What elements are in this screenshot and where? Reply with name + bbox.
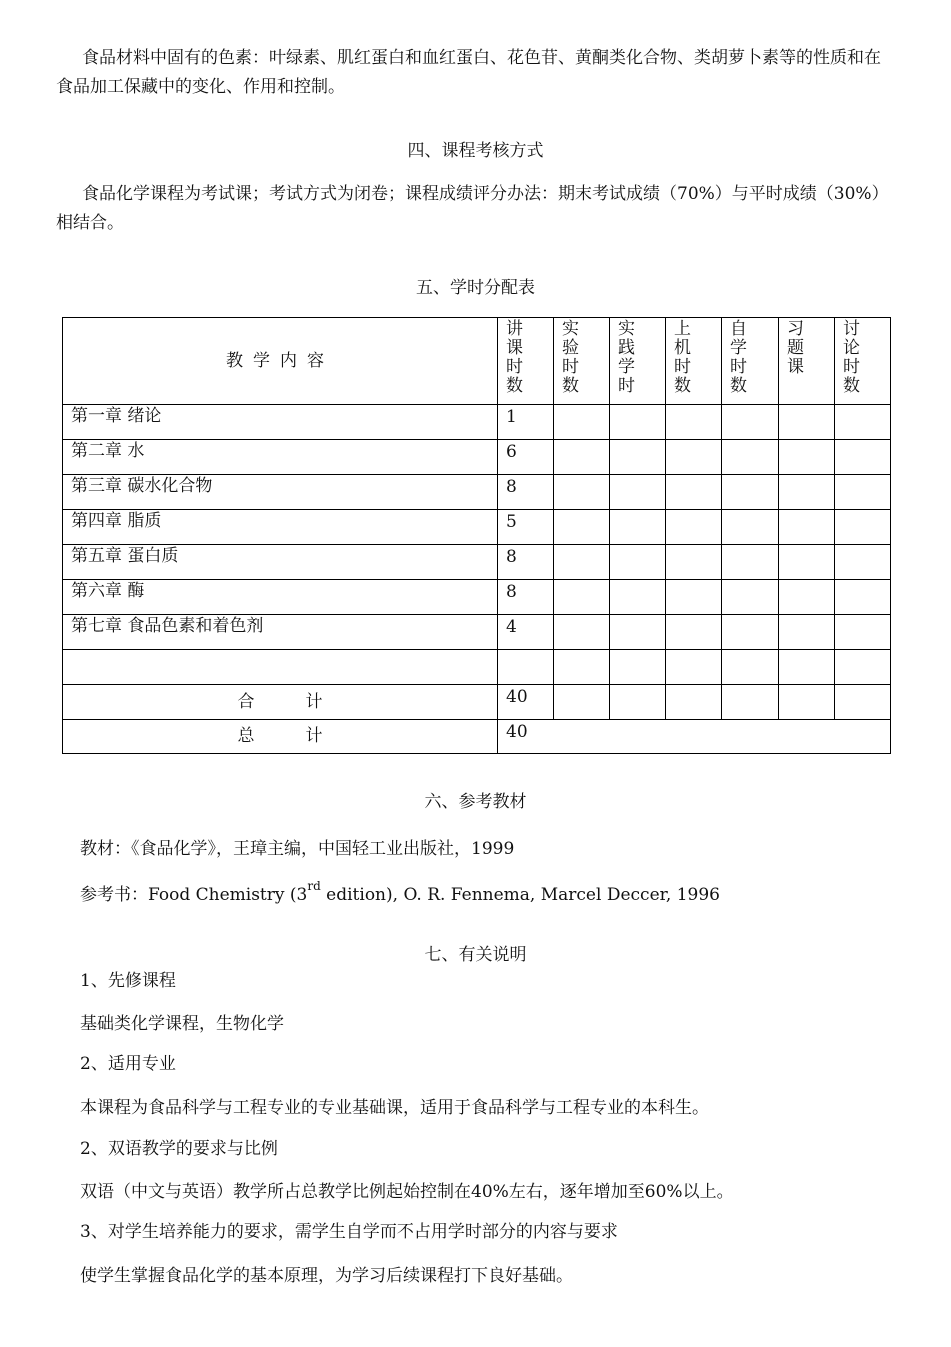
empty-hours-cell: [779, 510, 835, 545]
table-row: [63, 545, 891, 580]
empty-hours-cell: [779, 580, 835, 615]
empty-hours-cell: [779, 475, 835, 510]
textbook-line: 教材：《食品化学》，王璋主编，中国轻工业出版社，1999: [80, 839, 515, 859]
table-row: [63, 440, 891, 475]
header-teaching-content: 教学内容: [63, 318, 498, 405]
chapter-label: 第五章 蛋白质: [63, 545, 498, 580]
empty-hours-cell: [722, 580, 779, 615]
empty-hours-cell: [835, 510, 891, 545]
section-4-body: 食品化学课程为考试课；考试方式为闭卷；课程成绩评分办法：期末考试成绩（70%）与平时成绩（30%）相结合。: [56, 184, 889, 233]
empty-hours-cell: [722, 475, 779, 510]
empty-hours-cell: [554, 405, 610, 440]
empty-hours-cell: [554, 545, 610, 580]
empty-hours-cell: [666, 510, 722, 545]
empty-hours-cell: [835, 580, 891, 615]
hours-allocation-table: [62, 317, 891, 754]
empty-hours-cell: [610, 510, 666, 545]
header-discussion-hours: 讨论时数: [835, 318, 891, 405]
chapter-label: 第七章 食品色素和着色剂: [63, 615, 498, 650]
empty-hours-cell: [722, 405, 779, 440]
empty-hours-cell: [722, 615, 779, 650]
chapter-label: 第一章 绪论: [63, 405, 498, 440]
empty-hours-cell: [779, 615, 835, 650]
empty-hours-cell: [666, 405, 722, 440]
empty-hours-cell: [610, 650, 666, 685]
header-computer-hours: 上机时数: [666, 318, 722, 405]
lecture-hours-cell: 8: [498, 475, 554, 510]
empty-hours-cell: [554, 580, 610, 615]
empty-hours-cell: [779, 405, 835, 440]
empty-hours-cell: [610, 405, 666, 440]
note-item: 双语（中文与英语）教学所占总教学比例起始控制在40%左右，逐年增加至60%以上。: [80, 1182, 734, 1202]
empty-hours-cell: [554, 650, 610, 685]
empty-hours-cell: [835, 650, 891, 685]
table-header-row: [63, 318, 891, 405]
table-row: [63, 615, 891, 650]
empty-hours-cell: [610, 615, 666, 650]
empty-hours-cell: [666, 580, 722, 615]
empty-hours-cell: [554, 440, 610, 475]
table-row: [63, 650, 891, 685]
empty-hours-cell: [835, 545, 891, 580]
subtotal-value: 40: [498, 685, 554, 720]
header-self-study-hours: 自学时数: [722, 318, 779, 405]
lecture-hours-cell: 6: [498, 440, 554, 475]
chapter-label: 第三章 碳水化合物: [63, 475, 498, 510]
empty-hours-cell: [835, 475, 891, 510]
empty-hours-cell: [779, 650, 835, 685]
total-label: 总 计: [63, 720, 498, 754]
total-value: 40: [498, 720, 891, 754]
empty-hours-cell: [610, 580, 666, 615]
reference-book-line: 参考书：Food Chemistry (3rd edition), O. R. Fennema, Marcel Deccer, 1996: [80, 879, 720, 905]
table-row: [63, 405, 891, 440]
table-row: [63, 510, 891, 545]
section-7-heading: 七、有关说明: [424, 945, 527, 965]
empty-hours-cell: [666, 545, 722, 580]
header-practice-hours: 实践学时: [610, 318, 666, 405]
lecture-hours-cell: 1: [498, 405, 554, 440]
empty-hours-cell: [554, 475, 610, 510]
section-4-heading: 四、课程考核方式: [407, 141, 544, 161]
subtotal-row: [63, 685, 891, 720]
lecture-hours-cell: 8: [498, 545, 554, 580]
empty-hours-cell: [722, 650, 779, 685]
note-item: 2、适用专业: [80, 1054, 176, 1074]
chapter-label: 第四章 脂质: [63, 510, 498, 545]
empty-hours-cell: [554, 615, 610, 650]
note-item: 1、先修课程: [80, 971, 176, 991]
subtotal-label: 合 计: [63, 685, 498, 720]
header-lab-hours: 实验时数: [554, 318, 610, 405]
header-lecture-hours: 讲课时数: [498, 318, 554, 405]
table-row: [63, 580, 891, 615]
empty-hours-cell: [666, 475, 722, 510]
lecture-hours-cell: 8: [498, 580, 554, 615]
section-6-heading: 六、参考教材: [424, 792, 527, 812]
note-item: 3、对学生培养能力的要求，需学生自学而不占用学时部分的内容与要求: [80, 1222, 618, 1242]
table-row: [63, 475, 891, 510]
lecture-hours-cell: 4: [498, 615, 554, 650]
lecture-hours-cell: [498, 650, 554, 685]
empty-hours-cell: [554, 510, 610, 545]
empty-hours-cell: [722, 510, 779, 545]
section-5-heading: 五、学时分配表: [416, 278, 535, 298]
empty-hours-cell: [666, 440, 722, 475]
empty-hours-cell: [722, 545, 779, 580]
empty-hours-cell: [779, 545, 835, 580]
chapter-label: [63, 650, 498, 685]
empty-hours-cell: [835, 440, 891, 475]
chapter-label: 第二章 水: [63, 440, 498, 475]
note-item: 本课程为食品科学与工程专业的专业基础课，适用于食品科学与工程专业的本科生。: [80, 1098, 709, 1118]
empty-hours-cell: [779, 440, 835, 475]
lecture-hours-cell: 5: [498, 510, 554, 545]
chapter-label: 第六章 酶: [63, 580, 498, 615]
note-item: 使学生掌握食品化学的基本原理，为学习后续课程打下良好基础。: [80, 1266, 573, 1286]
note-item: 2、双语教学的要求与比例: [80, 1139, 278, 1159]
empty-hours-cell: [610, 545, 666, 580]
total-row: [63, 720, 891, 754]
empty-hours-cell: [666, 650, 722, 685]
empty-hours-cell: [722, 440, 779, 475]
empty-hours-cell: [835, 405, 891, 440]
empty-hours-cell: [835, 615, 891, 650]
intro-paragraph: 食品材料中固有的色素：叶绿素、肌红蛋白和血红蛋白、花色苷、黄酮类化合物、类胡萝卜素等的性质和在食品加工保藏中的变化、作用和控制。: [56, 48, 881, 97]
empty-hours-cell: [610, 440, 666, 475]
empty-hours-cell: [666, 615, 722, 650]
note-item: 基础类化学课程，生物化学: [80, 1014, 284, 1034]
empty-hours-cell: [610, 475, 666, 510]
header-exercise-class: 习题课: [779, 318, 835, 405]
